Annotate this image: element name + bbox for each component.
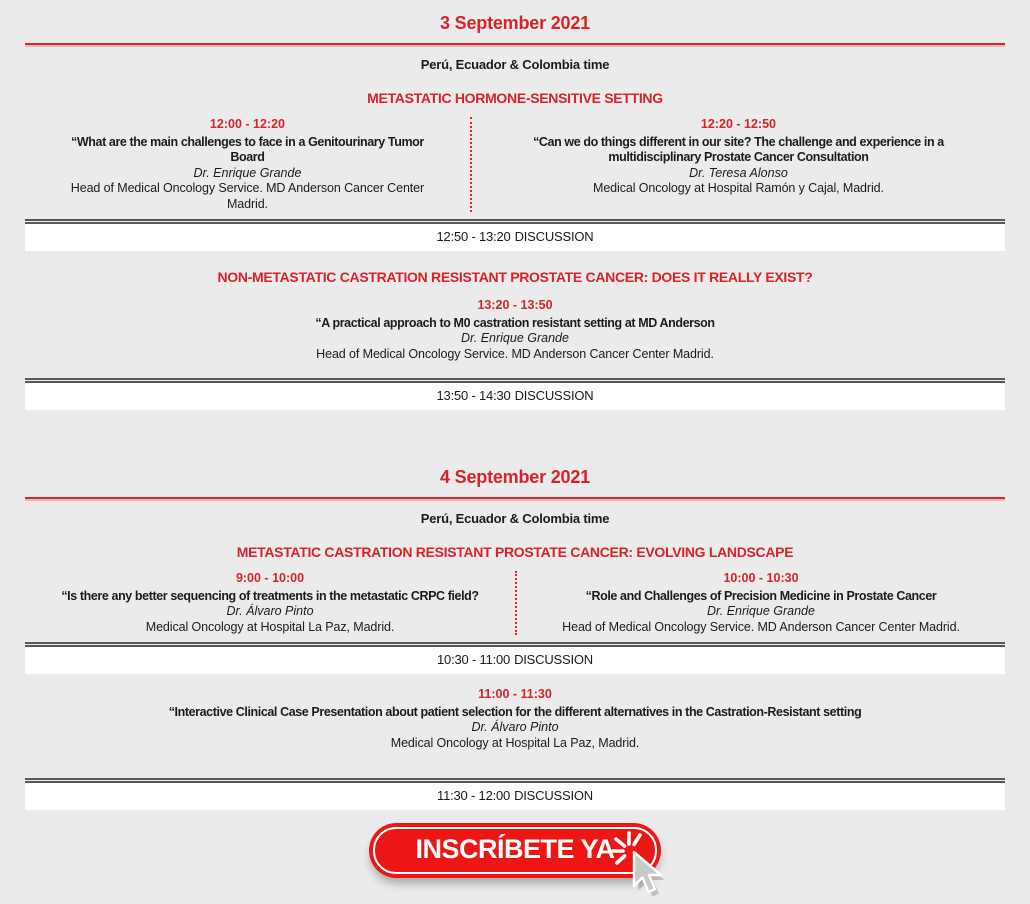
session-card — [25, 117, 470, 212]
discussion-bar — [25, 378, 1005, 410]
day-2-session-columns — [25, 571, 1005, 635]
day-1-date: 3 September 2021 — [440, 13, 590, 33]
session-time: 10:00 - 10:30 — [723, 571, 799, 585]
session-affiliation: Head of Medical Oncology Service. MD Anderson Cancer Center Madrid. — [562, 619, 960, 634]
session-card — [470, 117, 1005, 212]
session-speaker: Dr. Álvaro Pinto — [471, 720, 559, 734]
session-affiliation: Medical Oncology at Hospital La Paz, Madrid. — [145, 619, 395, 634]
session-title: “What are the main challenges to face in a Genitourinary Tumor Board — [71, 134, 424, 164]
discussion-label: DISCUSSION — [514, 229, 594, 244]
day-1-section-1-heading: METASTATIC HORMONE-SENSITIVE SETTING — [367, 90, 663, 106]
discussion-bar — [25, 642, 1005, 674]
day-2-date: 4 September 2021 — [440, 467, 590, 487]
session-title: “Role and Challenges of Precision Medicine in Prostate Cancer — [585, 588, 937, 603]
click-cursor-icon — [613, 832, 673, 904]
discussion-time: 12:50 - 13:20 — [436, 229, 511, 244]
session-time: 11:00 - 11:30 — [478, 687, 552, 701]
session-title: “Interactive Clinical Case Presentation about patient selection for the different alternatives in the Castration-Resistant setting — [168, 704, 862, 719]
session-speaker: Dr. Álvaro Pinto — [226, 604, 314, 618]
session-affiliation: Head of Medical Oncology Service. MD Anderson Cancer Center Madrid. — [316, 346, 714, 361]
session-title: “A practical approach to M0 castration resistant setting at MD Anderson — [315, 315, 715, 330]
session-title: “Is there any better sequencing of treatments in the metastatic CRPC field? — [61, 588, 479, 603]
register-button-label: INSCRÍBETE YA — [415, 834, 615, 864]
discussion-time: 11:30 - 12:00 — [437, 788, 511, 803]
session-affiliation: Medical Oncology at Hospital Ramón y Cajal, Madrid. — [593, 181, 884, 195]
session-affiliation: Medical Oncology at Hospital La Paz, Madrid. — [390, 735, 640, 750]
session-time: 12:20 - 12:50 — [700, 117, 776, 131]
discussion-bar — [25, 219, 1005, 251]
discussion-bar — [25, 778, 1005, 810]
session-card — [25, 571, 515, 635]
day-1-rule — [25, 43, 1005, 45]
session-card — [25, 298, 1005, 362]
discussion-time: 13:50 - 14:30 — [436, 388, 511, 403]
session-card — [25, 687, 1005, 751]
session-time: 12:00 - 12:20 — [209, 117, 285, 131]
day-1-session-columns — [25, 117, 1005, 212]
day-2-section-1-heading: METASTATIC CASTRATION RESISTANT PROSTATE CANCER: EVOLVING LANDSCAPE — [236, 544, 794, 560]
day-1-timezone: Perú, Ecuador & Colombia time — [420, 57, 610, 72]
session-time: 13:20 - 13:50 — [477, 298, 553, 312]
register-button[interactable] — [369, 823, 661, 878]
day-2-timezone: Perú, Ecuador & Colombia time — [420, 511, 610, 526]
day-1 — [25, 0, 1005, 410]
discussion-label: DISCUSSION — [514, 388, 594, 403]
discussion-label: DISCUSSION — [514, 788, 593, 803]
day-2-rule — [25, 497, 1005, 499]
session-speaker: Dr. Enrique Grande — [707, 604, 815, 618]
session-speaker: Dr. Enrique Grande — [193, 165, 302, 180]
discussion-label: DISCUSSION — [514, 652, 593, 667]
register-button-row — [25, 823, 1005, 878]
session-time: 9:00 - 10:00 — [235, 571, 305, 585]
day-2 — [25, 454, 1005, 810]
discussion-time: 10:30 - 11:00 — [437, 652, 511, 667]
session-speaker: Dr. Teresa Alonso — [689, 165, 788, 180]
session-title: “Can we do things different in our site? The challenge and experience in a multidisciplinary Prostate Cancer Consultation — [533, 134, 944, 164]
session-speaker: Dr. Enrique Grande — [461, 331, 569, 345]
session-affiliation: Head of Medical Oncology Service. MD Anderson Cancer Center Madrid. — [70, 181, 425, 211]
session-card — [515, 571, 1005, 635]
day-1-section-2-heading: NON-METASTATIC CASTRATION RESISTANT PROSTATE CANCER: DOES IT REALLY EXIST? — [217, 269, 813, 285]
